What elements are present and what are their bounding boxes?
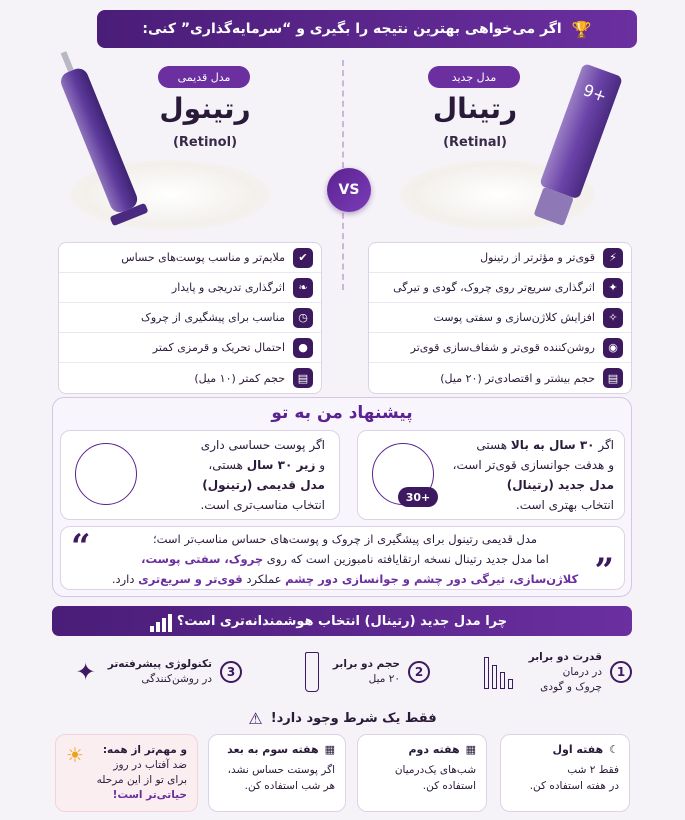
calendar-icon: ▦ [465, 743, 476, 756]
reason-item: 1 قدرت دو برابر در درمان چروک و گودی [468, 642, 632, 702]
reason-item: 3 تکنولوژی پیشرفته‌تر در روشن‌کنندگی ✦ [62, 642, 242, 702]
tube-image [500, 55, 650, 235]
summary-quote: “ ” مدل قدیمی رتینول برای پیشگیری از چروک و پوست‌های حساس مناسب‌تر است؛ اما مدل جدید رتینال نسخه ارتقایافته نامبوزین است که روی چروک، سفتی پوست، کلاژن‌سازی، تیرگی دور چشم و جوانسازی دور چشم عملکرد قوی‌تر و سریع‌تری دارد. [60, 526, 625, 590]
quote-close-icon: ” [594, 551, 614, 591]
clock-icon: ◷ [293, 308, 313, 328]
eye-icon: ◉ [603, 338, 623, 358]
week-card: ▦ هفته دوم شب‌های یک‌درمیان استفاده کن. [357, 734, 487, 812]
old-features-list [58, 242, 322, 394]
warning-icon: ⚠ [248, 708, 263, 728]
sparkles-icon: ✦ [75, 658, 96, 686]
recommend-card-old: اگر پوست حساسی داری و زیر ۳۰ سال هستی، مدل قدیمی (رتینول) انتخاب مناسب‌تری است. [60, 430, 340, 520]
list-item: ◷ مناسب برای پیشگیری از چروک [59, 303, 321, 333]
list-item: ◉ روشن‌کننده قوی‌تر و شفاف‌سازی قوی‌تر [369, 333, 631, 363]
old-model-tag: مدل قدیمی [158, 66, 250, 88]
trophy-icon: 🏆 [571, 19, 592, 39]
list-item: ✧ افزایش کلاژن‌سازی و سفتی پوست [369, 303, 631, 333]
top-banner [97, 10, 637, 48]
list-item: ▤ حجم بیشتر و اقتصادی‌تر (۲۰ میل) [369, 363, 631, 393]
list-item: ✦ اثرگذاری سریع‌تر روی چروک، گودی و تیرگی [369, 273, 631, 303]
collagen-icon: ✧ [603, 308, 623, 328]
old-model-name: رتینول [159, 92, 251, 125]
suggestion-title: پیشنهاد من به تو [271, 403, 413, 423]
week-card: ▦ هفته سوم به بعد اگر پوستت حساس نشد، هر شب استفاده کن. [208, 734, 346, 812]
old-model-latin: (Retinol) [172, 135, 238, 150]
banner-text: اگر می‌خواهی بهترین نتیجه را بگیری و “سرمایه‌گذاری” کنی: [142, 21, 562, 37]
new-features-list [368, 242, 632, 394]
leaf-icon: ❧ [293, 278, 313, 298]
growth-bars-icon [484, 655, 513, 689]
quote-open-icon: “ [71, 527, 91, 567]
age-badge: 30+ [398, 487, 438, 507]
face-heart-icon [75, 443, 137, 505]
why-banner: چرا مدل جدید (رتینال) انتخاب هوشمندانه‌تری است؟ [52, 606, 632, 636]
tube-icon [305, 652, 319, 692]
reason-item: 2 حجم دو برابر ۲۰ میل [270, 642, 430, 702]
syringe-image [40, 40, 160, 240]
growth-chart-icon [150, 610, 174, 632]
volume-icon: ▤ [293, 368, 313, 388]
list-item: ❧ اثرگذاری تدریجی و پایدار [59, 273, 321, 303]
list-item: ▤ حجم کمتر (۱۰ میل) [59, 363, 321, 393]
volume-icon: ▤ [603, 368, 623, 388]
sun-icon: ☀ [66, 743, 84, 767]
sunscreen-card: ☀ و مهم‌تر از همه: ضد آفتاب در روز برای تو از این مرحله حیاتی‌تر است! [55, 734, 198, 812]
calendar-icon: ▦ [324, 743, 335, 756]
shield-icon: ✔ [293, 248, 313, 268]
list-item: ● احتمال تحریک و قرمزی کمتر [59, 333, 321, 363]
new-model-name: رتینال [432, 92, 518, 125]
lightning-icon: ⚡ [603, 248, 623, 268]
vs-badge: VS [327, 168, 371, 212]
sparkle-icon: ✦ [603, 278, 623, 298]
condition-title: فقط یک شرط وجود دارد! ⚠ [248, 708, 437, 728]
list-item: ⚡ قوی‌تر و مؤثرتر از رتینول [369, 243, 631, 273]
list-item: ✔ ملایم‌تر و مناسب پوست‌های حساس [59, 243, 321, 273]
new-model-latin: (Retinal) [443, 135, 507, 150]
week-card: ☾ هفته اول فقط ۲ شب در هفته استفاده کن. [500, 734, 630, 812]
drop-icon: ● [293, 338, 313, 358]
tube-badge: 9+ [580, 80, 610, 107]
recommend-card-new: 30+ اگر ۳۰ سال به بالا هستی و هدفت جوانسازی قوی‌تر است، مدل جدید (رتینال) انتخاب بهتری است. [357, 430, 625, 520]
new-model-tag: مدل جدید [428, 66, 520, 88]
moon-icon: ☾ [609, 743, 619, 756]
